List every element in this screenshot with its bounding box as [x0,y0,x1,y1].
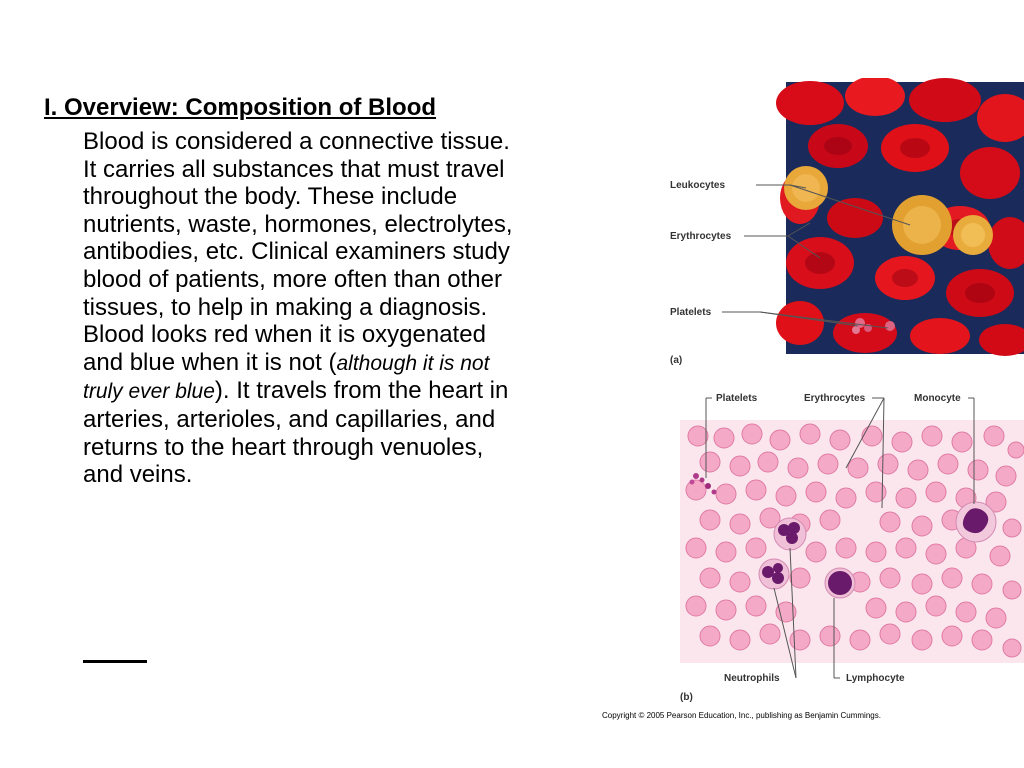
monocyte-smear [956,502,996,542]
slide-heading: I. Overview: Composition of Blood [44,94,437,121]
label-panel-b: (b) [680,692,693,703]
blood-cells-figure [660,78,1024,728]
body-paragraph [83,128,513,489]
label-leukocytes: Leukocytes [670,180,726,191]
blood-figure-svg [660,78,1024,728]
lymphocyte-smear [825,568,855,598]
body-text-italic: although it is not truly ever blue [83,351,490,404]
label-lymphocyte: Lymphocyte [846,673,905,684]
label-erythrocytes-a: Erythrocytes [670,231,732,242]
label-neutrophils: Neutrophils [724,673,780,684]
body-text-part1: Blood is considered a connective tissue. It carries all substances that must travel throughout the body. These include nutrients, waste, hormones, electrolytes, antibodies, etc. Clinical examiners study blood of patients, more often than other tissues, to help in making a diagnosis. Blood looks red when it is oxygenated and blue when it is not ( [83,128,513,376]
underline-placeholder [83,660,147,663]
label-panel-a: (a) [670,355,683,366]
label-monocyte: Monocyte [914,393,961,404]
label-platelets-a: Platelets [670,307,712,318]
label-erythrocytes-b: Erythrocytes [804,393,866,404]
panel-b-smear [680,393,1024,703]
figure-copyright: Copyright © 2005 Pearson Education, Inc., publishing as Benjamin Cummings. [602,711,881,720]
body-text-part2: ). It travels from the heart in arteries, arterioles, and capillaries, and returns to the heart through venuoles, and veins. [83,377,509,489]
label-platelets-b: Platelets [716,393,758,404]
panel-a-micrograph [670,78,1024,366]
